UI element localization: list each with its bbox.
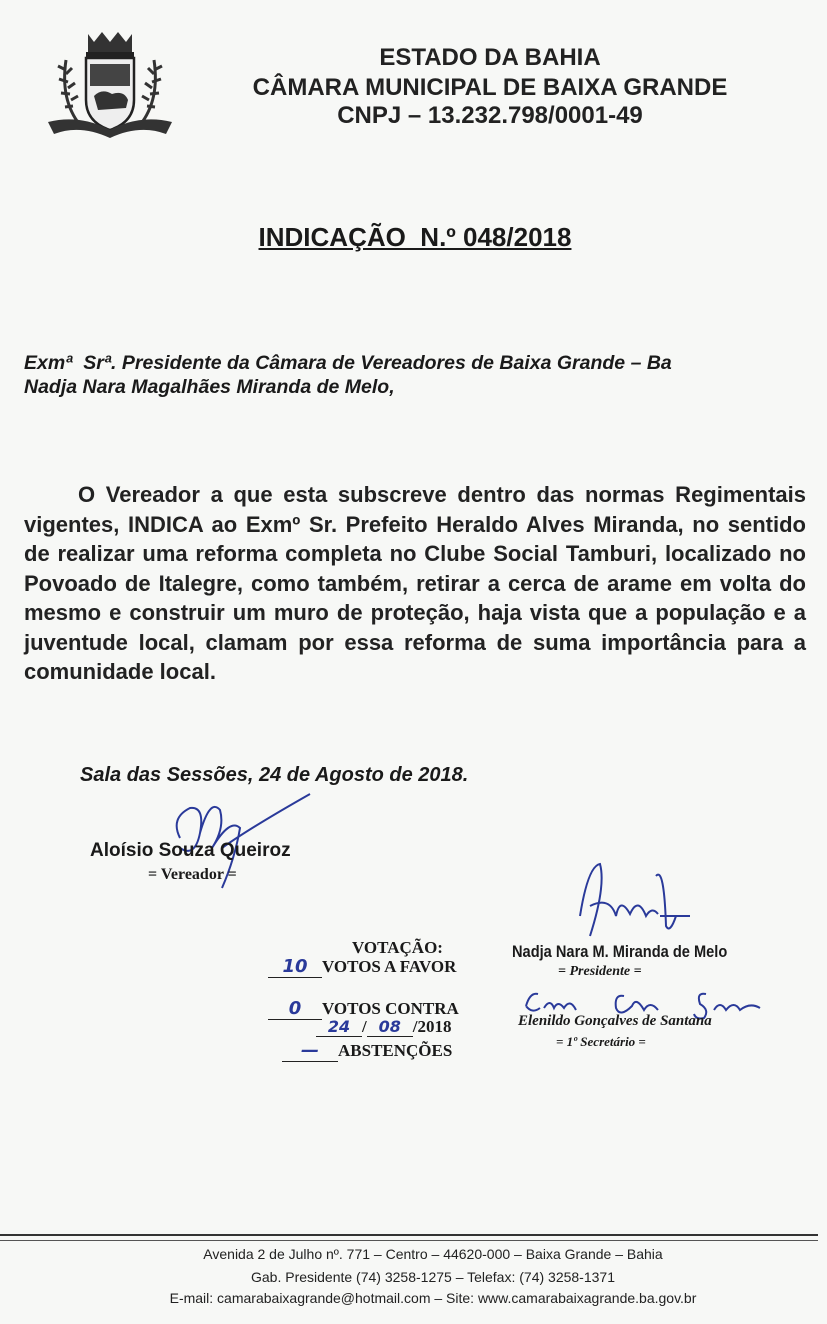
addressee-line-2: Nadja Nara Magalhães Miranda de Melo, — [24, 376, 395, 398]
addressee-line-1: Exmª Srª. Presidente da Câmara de Vereadores de Baixa Grande – Ba — [24, 352, 672, 374]
abstentions-row — [282, 1040, 452, 1062]
footer-divider — [0, 1234, 818, 1236]
footer-divider-thin — [0, 1240, 818, 1241]
vereador-name: Aloísio Souza Queiroz — [90, 840, 291, 861]
votes-favor-label: VOTOS A FAVOR — [322, 957, 457, 976]
voting-date-year: /2018 — [412, 1017, 452, 1036]
voting-heading: VOTAÇÃO: — [352, 938, 443, 957]
vereador-role: = Vereador = — [148, 866, 237, 883]
footer-contact: E-mail: camarabaixagrande@hotmail.com – Site: www.camarabaixagrande.ba.gov.br — [169, 1290, 697, 1306]
voting-date — [316, 1017, 451, 1037]
votes-favor-row — [268, 956, 456, 978]
abstentions-label: ABSTENÇÕES — [338, 1041, 453, 1060]
footer-address: Avenida 2 de Julho nº. 771 – Centro – 44620-000 – Baixa Grande – Bahia — [203, 1246, 663, 1262]
document-title: INDICAÇÃO N.º 048/2018 — [258, 222, 572, 252]
voting-date-day: 24 — [316, 1017, 362, 1037]
indication-body: O Vereador a que esta subscreve dentro das normas Regimentais vigentes, INDICA ao Exmº Sr. Prefeito Heraldo Alves Miranda, no sentido de realizar uma reforma completa no Clube Social Tamburi, localizado no Povoado de Italegre, como também, retirar a cerca de arame em volta do mesmo e construir um muro de proteção, haja vista que a população e a juventude local, clamam por essa reforma de suma importância para a comunidade local. — [24, 482, 806, 684]
president-name: Nadja Nara M. Miranda de Melo — [512, 942, 728, 961]
votes-contra-count: 0 — [268, 998, 322, 1020]
header-state: ESTADO DA BAHIA — [379, 44, 601, 71]
president-role: = Presidente = — [558, 964, 642, 979]
secretary-name: Elenildo Gonçalves de Santana — [518, 1013, 712, 1029]
voting-date-separator: / — [362, 1017, 367, 1036]
votes-contra-label: VOTOS CONTRA — [322, 999, 459, 1018]
footer-phones: Gab. Presidente (74) 3258-1275 – Telefax: (74) 3258-1371 — [251, 1269, 615, 1285]
secretary-role: = 1º Secretário = — [556, 1034, 646, 1049]
abstentions-count: — — [282, 1040, 338, 1062]
place-date: Sala das Sessões, 24 de Agosto de 2018. — [80, 764, 469, 786]
header-cnpj: CNPJ – 13.232.798/0001-49 — [337, 102, 643, 129]
header-chamber: CÂMARA MUNICIPAL DE BAIXA GRANDE — [252, 74, 728, 101]
municipal-coat-of-arms-icon — [40, 30, 180, 140]
president-signature-icon — [560, 856, 700, 946]
voting-date-month: 08 — [367, 1017, 413, 1037]
votes-favor-count: 10 — [268, 956, 322, 978]
